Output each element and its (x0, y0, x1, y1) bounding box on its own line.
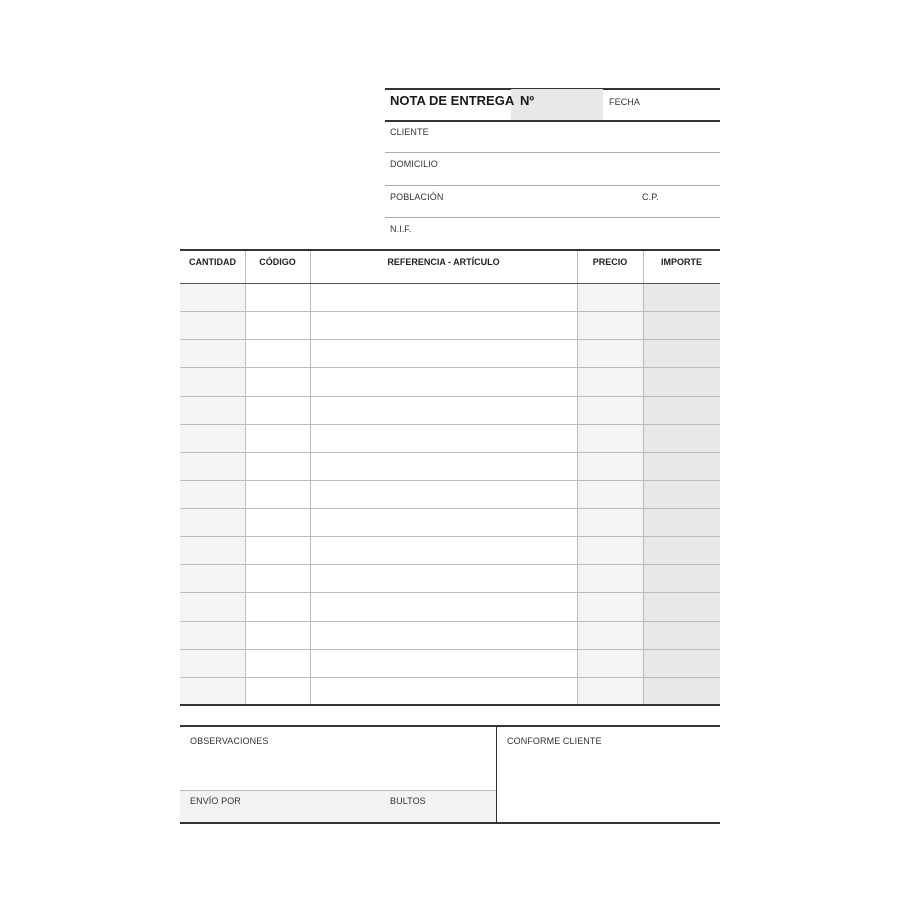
footer-bottom-rule (180, 822, 720, 824)
column-divider (245, 249, 246, 705)
domicilio-label: DOMICILIO (390, 159, 438, 169)
column-header-cantidad: CANTIDAD (189, 257, 236, 267)
table-row[interactable] (180, 452, 720, 453)
footer-top-rule (180, 725, 720, 727)
column-header-importe: IMPORTE (660, 257, 702, 267)
table-row[interactable] (180, 311, 720, 312)
bultos-label: BULTOS (390, 796, 426, 806)
column-divider (643, 249, 644, 705)
table-row[interactable] (180, 536, 720, 537)
column-header-referencia: REFERENCIA - ARTÍCULO (387, 257, 500, 267)
table-row[interactable] (180, 564, 720, 565)
table-row[interactable] (180, 508, 720, 509)
table-row[interactable] (180, 621, 720, 622)
delivery-note-footer (180, 725, 720, 824)
table-row[interactable] (180, 396, 720, 397)
numero-label: Nº (520, 93, 535, 108)
items-table (180, 249, 720, 705)
envio-row-shade (180, 790, 496, 823)
table-row[interactable] (180, 649, 720, 650)
column-header-precio: PRECIO (592, 257, 628, 267)
fecha-label: FECHA (609, 97, 641, 107)
envio-top-rule (180, 790, 496, 791)
table-row[interactable] (180, 677, 720, 678)
table-top-rule (180, 249, 720, 251)
cantidad-column-shade (180, 283, 245, 705)
footer-divider (496, 725, 497, 824)
observaciones-field[interactable] (190, 753, 486, 787)
delivery-note-header (385, 88, 720, 250)
table-bottom-rule (180, 704, 720, 706)
nif-label: N.I.F. (390, 224, 412, 234)
table-header-rule (180, 283, 720, 284)
observaciones-label: OBSERVACIONES (190, 736, 269, 746)
column-divider (310, 249, 311, 705)
conforme-cliente-label: CONFORME CLIENTE (507, 736, 602, 746)
poblacion-label: POBLACIÓN (390, 192, 444, 202)
cp-label: C.P. (642, 192, 659, 202)
table-row[interactable] (180, 480, 720, 481)
table-row[interactable] (180, 367, 720, 368)
domicilio-field[interactable] (385, 185, 720, 186)
table-row[interactable] (180, 592, 720, 593)
cliente-label: CLIENTE (390, 127, 429, 137)
column-header-codigo: CÓDIGO (259, 257, 296, 267)
cliente-field[interactable] (385, 152, 720, 153)
table-row[interactable] (180, 424, 720, 425)
precio-column-shade (577, 283, 643, 705)
header-title-rule (385, 120, 720, 122)
table-row[interactable] (180, 339, 720, 340)
envio-label: ENVÍO POR (190, 796, 241, 806)
document-title: NOTA DE ENTREGA (390, 93, 515, 108)
column-divider (577, 249, 578, 705)
importe-column-shade (643, 283, 720, 705)
signature-field[interactable] (507, 753, 712, 817)
poblacion-field[interactable] (385, 217, 720, 218)
